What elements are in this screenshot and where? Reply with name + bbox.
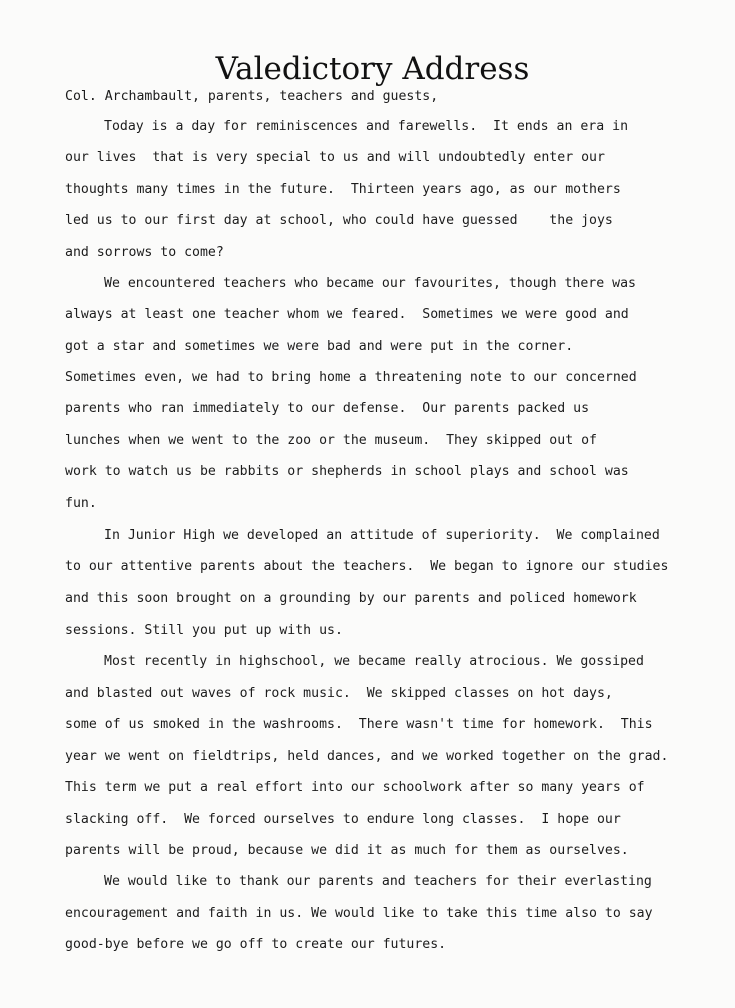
- paragraph-line: Today is a day for reminiscences and farewells. It ends an era in: [104, 119, 629, 134]
- paragraph-line: always at least one teacher whom we feared. Sometimes we were good and: [65, 307, 629, 322]
- paragraph-line: slacking off. We forced ourselves to endure long classes. I hope our: [65, 812, 621, 827]
- paragraph-line: encouragement and faith in us. We would like to take this time also to say: [65, 906, 653, 921]
- paragraph-line: and blasted out waves of rock music. We skipped classes on hot days,: [65, 686, 613, 701]
- paragraph-line: and this soon brought on a grounding by our parents and policed homework: [65, 591, 637, 606]
- paragraph-line: some of us smoked in the washrooms. There wasn't time for homework. This: [65, 717, 653, 732]
- paragraph-line: We encountered teachers who became our favourites, though there was: [104, 276, 636, 291]
- paragraph-line: good-bye before we go off to create our futures.: [65, 937, 447, 952]
- paragraph-line: got a star and sometimes we were bad and were put in the corner.: [65, 339, 574, 354]
- paragraph-line: work to watch us be rabbits or shepherds in school plays and school was: [65, 464, 629, 479]
- paragraph-line: Most recently in highschool, we became really atrocious. We gossiped: [104, 654, 644, 669]
- paragraph-line: parents will be proud, because we did it as much for them as ourselves.: [65, 843, 629, 858]
- paragraph-line: to our attentive parents about the teachers. We began to ignore our studies: [65, 559, 669, 574]
- document-title: Valedictory Address: [215, 51, 530, 87]
- paragraph-line: our lives that is very special to us and will undoubtedly enter our: [65, 150, 605, 165]
- paragraph-line: In Junior High we developed an attitude of superiority. We complained: [104, 528, 660, 543]
- paragraph-line: year we went on fieldtrips, held dances, and we worked together on the grad.: [65, 749, 669, 764]
- paragraph-line: lunches when we went to the zoo or the museum. They skipped out of: [65, 433, 597, 448]
- paragraph-line: Sometimes even, we had to bring home a threatening note to our concerned: [65, 370, 637, 385]
- paragraph-line: parents who ran immediately to our defense. Our parents packed us: [65, 401, 590, 416]
- paragraph-line: sessions. Still you put up with us.: [65, 623, 343, 638]
- paragraph-line: led us to our first day at school, who could have guessed the joys: [65, 213, 613, 228]
- paragraph-line: fun.: [65, 496, 97, 511]
- paragraph-line: We would like to thank our parents and teachers for their everlasting: [104, 874, 652, 889]
- salutation: Col. Archambault, parents, teachers and guests,: [65, 89, 439, 104]
- paragraph-line: This term we put a real effort into our schoolwork after so many years of: [65, 780, 645, 795]
- paragraph-line: thoughts many times in the future. Thirteen years ago, as our mothers: [65, 182, 621, 197]
- paragraph-line: and sorrows to come?: [65, 245, 224, 260]
